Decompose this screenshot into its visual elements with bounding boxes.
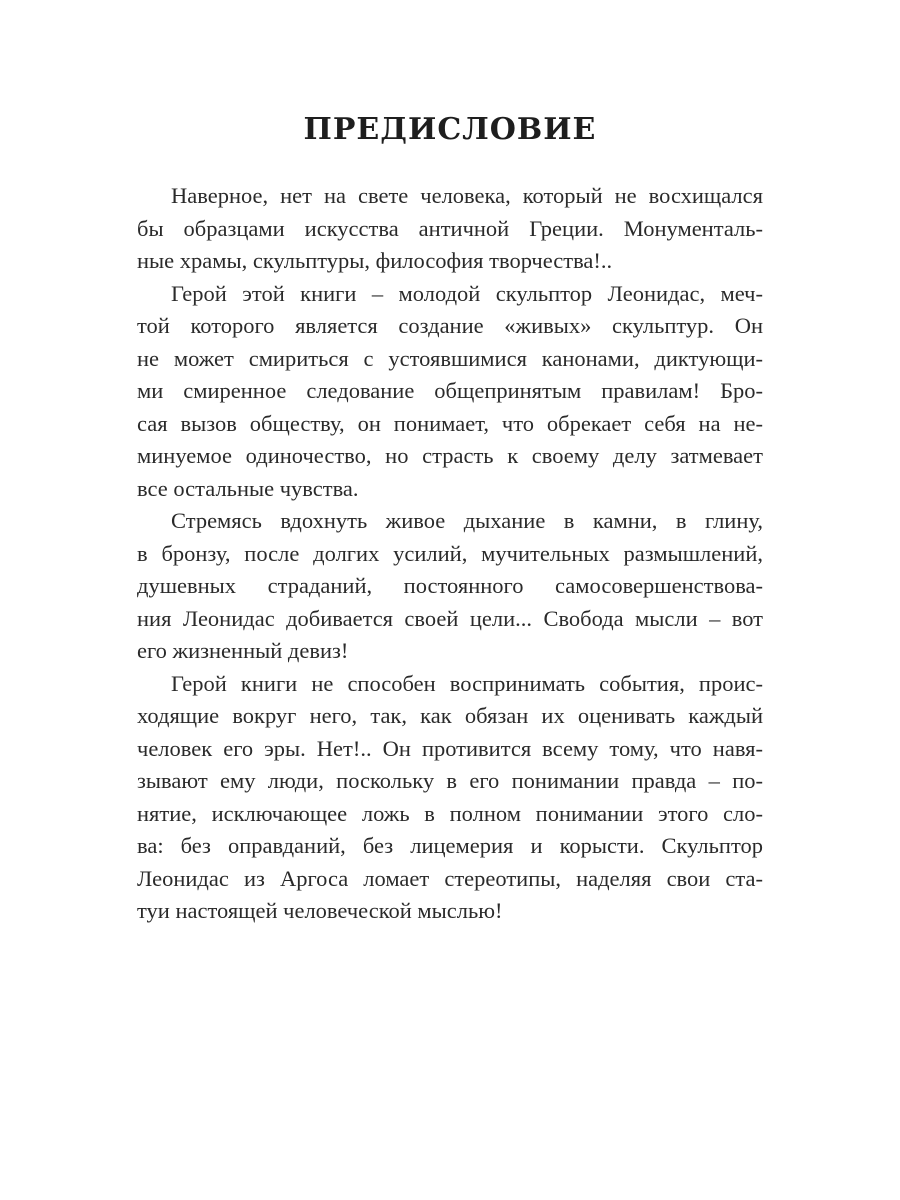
text-line: нятие, исключающее ложь в полном понимании этого сло- bbox=[137, 800, 763, 826]
text-line: ния Леонидас добивается своей цели... Свобода мысли – вот bbox=[137, 605, 763, 631]
text-line: той которого является создание «живых» скульптур. Он bbox=[137, 313, 763, 338]
text-line: Наверное, нет на свете человека, который не восхищался bbox=[171, 183, 763, 208]
text-line: ва: без оправданий, без лицемерия и корысти. Скульптор bbox=[137, 833, 763, 858]
text-line: минуемое одиночество, но страсть к своему делу затмевает bbox=[137, 443, 763, 468]
text-line: туи настоящей человеческой мыслью! bbox=[137, 898, 503, 923]
text-line: сая вызов обществу, он понимает, что обрекает себя на не- bbox=[137, 410, 763, 436]
text-line: все остальные чувства. bbox=[137, 475, 359, 501]
text-line: Стремясь вдохнуть живое дыхание в камни, в глину, bbox=[171, 508, 763, 533]
text-line: бы образцами искусства античной Греции. Монументаль- bbox=[137, 215, 763, 241]
text-line: ные храмы, скульптуры, философия творчества!.. bbox=[137, 248, 613, 273]
text-line: душевных страданий, постоянного самосовершенствова- bbox=[137, 573, 763, 598]
text-line: не может смириться с устоявшимися канонами, диктующи- bbox=[137, 345, 763, 371]
text-line: в бронзу, после долгих усилий, мучительных размышлений, bbox=[137, 540, 763, 566]
text-line: его жизненный девиз! bbox=[137, 638, 349, 663]
text-line: ходящие вокруг него, так, как обязан их оценивать каждый bbox=[137, 703, 763, 728]
page-title: ПРЕДИСЛОВИЕ bbox=[303, 112, 597, 147]
preface-text bbox=[137, 180, 763, 928]
text-line: Герой книги не способен воспринимать события, проис- bbox=[171, 670, 763, 696]
text-line: ми смиренное следование общепринятым правилам! Бро- bbox=[137, 378, 763, 403]
text-line: человек его эры. Нет!.. Он противится всему тому, что навя- bbox=[137, 735, 763, 761]
text-line: Леонидас из Аргоса ломает стереотипы, наделяя свои ста- bbox=[137, 865, 763, 891]
text-line: Герой этой книги – молодой скульптор Леонидас, меч- bbox=[171, 280, 763, 306]
text-line: зывают ему люди, поскольку в его понимании правда – по- bbox=[137, 768, 763, 793]
